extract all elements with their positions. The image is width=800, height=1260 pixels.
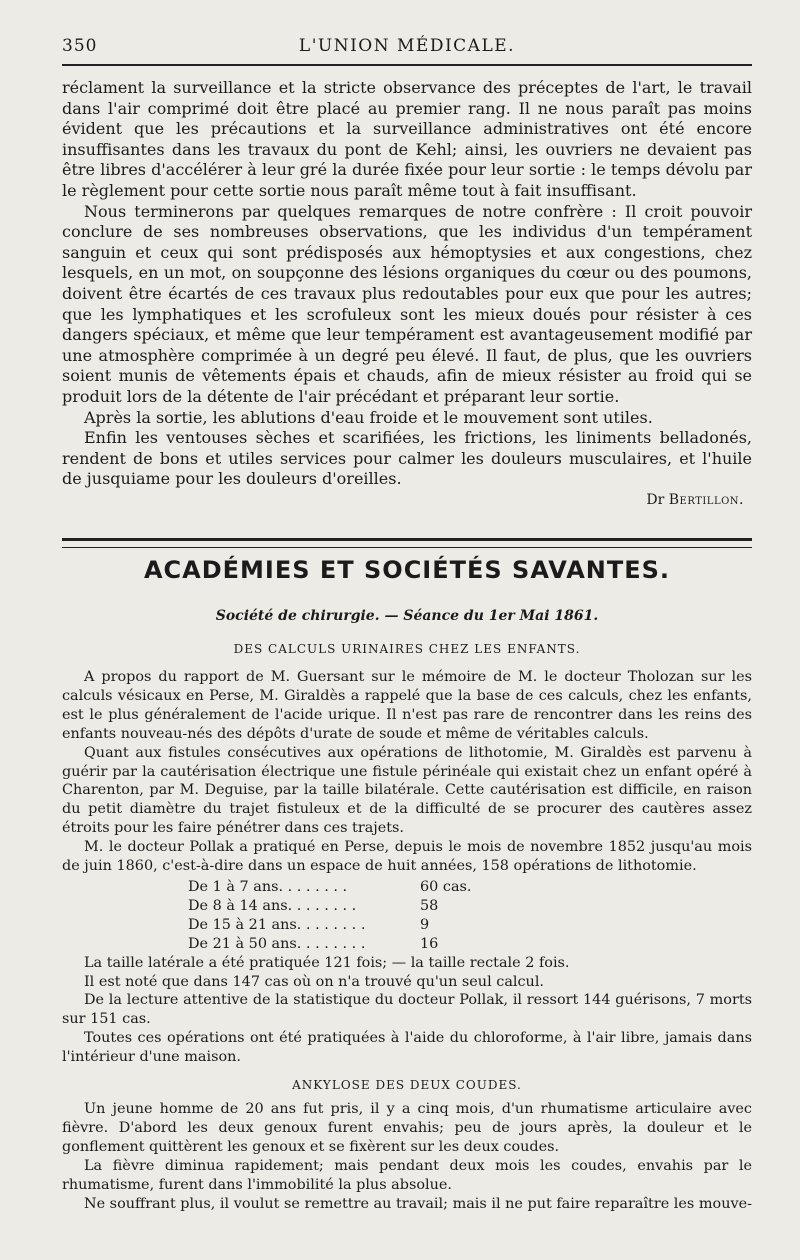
paragraph: Un jeune homme de 20 ans fut pris, il y a cinq mois, d'un rhumatisme articulaire avec fièvre. D'abord les deux genoux furent envahis; peu de jours après, la douleur et le gonflement quittèrent les genoux et se fixèrent sur les deux coudes. — [62, 1101, 752, 1155]
age-range: De 21 à 50 ans. . . . . . . . — [188, 935, 366, 952]
case-count: 16 — [420, 935, 439, 952]
table-row — [188, 878, 752, 897]
page-number: 350 — [62, 36, 98, 56]
academies-title: ACADÉMIES ET SOCIÉTÉS SAVANTES. — [143, 556, 671, 584]
age-range: De 15 à 21 ans. . . . . . . . — [188, 916, 366, 933]
paragraph: réclament la surveillance et la stricte observance des préceptes de l'art, le travail dans l'air comprimé doit être placé au premier rang. Il ne nous paraît pas moins évident que les précautions et la surveillance administratives ont été encore insuffisantes dans les travaux du pont de Kehl; ainsi, les ouvriers ne devaient pas être libres d'accélérer à leur gré la durée fixée pour leur sortie : le temps dévolu par le règlement pour cette sortie nous paraît même tout à fait insuffisant. — [62, 78, 752, 200]
case-count: 9 — [420, 916, 430, 933]
age-range: De 8 à 14 ans. . . . . . . . — [188, 897, 357, 914]
bertillon-article-conclusion — [62, 78, 752, 508]
society-heading: Société de chirurgie. — Séance du 1er Mai 1861. — [215, 608, 599, 624]
paragraph: Toutes ces opérations ont été pratiquées à l'aide du chloroforme, à l'air libre, jamais dans l'intérieur d'une maison. — [62, 1030, 752, 1066]
signature-prefix: Dr — [646, 491, 665, 508]
table-row — [188, 935, 752, 954]
signature-name: Bertillon. — [668, 491, 744, 508]
running-title: L'UNION MÉDICALE. — [298, 36, 516, 56]
ankylose-article — [62, 1100, 752, 1213]
paragraph: De la lecture attentive de la statistique du docteur Pollak, il ressort 144 guérisons, 7 morts sur 151 cas. — [62, 992, 752, 1028]
paragraph: A propos du rapport de M. Guersant sur le mémoire de M. le docteur Tholozan sur les calculs vésicaux en Perse, M. Giraldès a rappelé que la base de ces calculs, chez les enfants, est le plus généralement de l'acide urique. Il n'est pas rare de rencontrer dans les reins des enfants nouveau-nés des dépôts d'urate de soude et même de véritables calculs. — [62, 669, 752, 742]
section-divider — [62, 538, 752, 548]
paragraph: Nous terminerons par quelques remarques de notre confrère : Il croit pouvoir conclure de ses nombreuses observations, que les individus d'un tempérament sanguin et ceux qui sont prédisposés aux hémoptysies et aux congestions, chez lesquels, en un mot, on soupçonne des lésions organiques du cœur ou des poumons, doivent être écartés de ces travaux plus redoutables pour eux que pour les autres; que les lymphatiques et les scrofuleux sont les mieux doués pour résister à ces dangers spéciaux, et même que leur tempérament est avantageusement modifié par une atmosphère comprimée à un degré peu élevé. Il faut, de plus, que les ouvriers soient munis de vêtements épais et chauds, afin de mieux résister au froid qui se produit lors de la détente de l'air précédant et préparant leur sortie. — [62, 201, 752, 406]
table-row — [188, 897, 752, 916]
case-count: 58 — [420, 897, 439, 914]
calculs-article — [62, 668, 752, 1067]
author-signature — [62, 492, 752, 508]
paragraph: Après la sortie, les ablutions d'eau froide et le mouvement sont utiles. — [84, 407, 653, 427]
case-count: 60 cas. — [420, 878, 472, 895]
paragraph: M. le docteur Pollak a pratiqué en Perse, depuis le mois de novembre 1852 jusqu'au mois de juin 1860, c'est-à-dire dans un espace de huit années, 158 opérations de lithotomie. — [62, 839, 752, 875]
article-title-calculs: DES CALCULS URINAIRES CHEZ LES ENFANTS. — [233, 642, 581, 656]
paragraph: Quant aux fistules consécutives aux opérations de lithotomie, M. Giraldès est parvenu à guérir par la cautérisation électrique une fistule périnéale qui existait chez un enfant opéré à Charenton, par M. Deguise, par la taille bilatérale. Cette cautérisation est difficile, en raison du petit diamètre du trajet fistuleux et de la difficulté de se procurer des cautères assez étroits pour les faire pénétrer dans ces trajets. — [62, 744, 752, 837]
paragraph: Ne souffrant plus, il voulut se remettre au travail; mais il ne put faire reparaître les mouve- — [84, 1195, 752, 1212]
paragraph: Il est noté que dans 147 cas où on n'a trouvé qu'un seul calcul. — [84, 973, 545, 990]
article-title-ankylose: ANKYLOSE DES DEUX COUDES. — [292, 1078, 522, 1092]
page-header — [62, 30, 752, 66]
table-row — [188, 916, 752, 935]
age-range: De 1 à 7 ans. . . . . . . . — [188, 878, 348, 895]
paragraph: La taille latérale a été pratiquée 121 fois; — la taille rectale 2 fois. — [84, 954, 570, 971]
paragraph: Enfin les ventouses sèches et scarifiées, les frictions, les liniments belladonés, rendent de bons et utiles services pour calmer les douleurs musculaires, et l'huile de jusquiame pour les douleurs d'oreilles. — [62, 428, 752, 489]
paragraph: La fièvre diminua rapidement; mais pendant deux mois les coudes, envahis par le rhumatisme, furent dans l'immobilité la plus absolue. — [62, 1157, 752, 1193]
age-statistics-table — [188, 878, 752, 954]
